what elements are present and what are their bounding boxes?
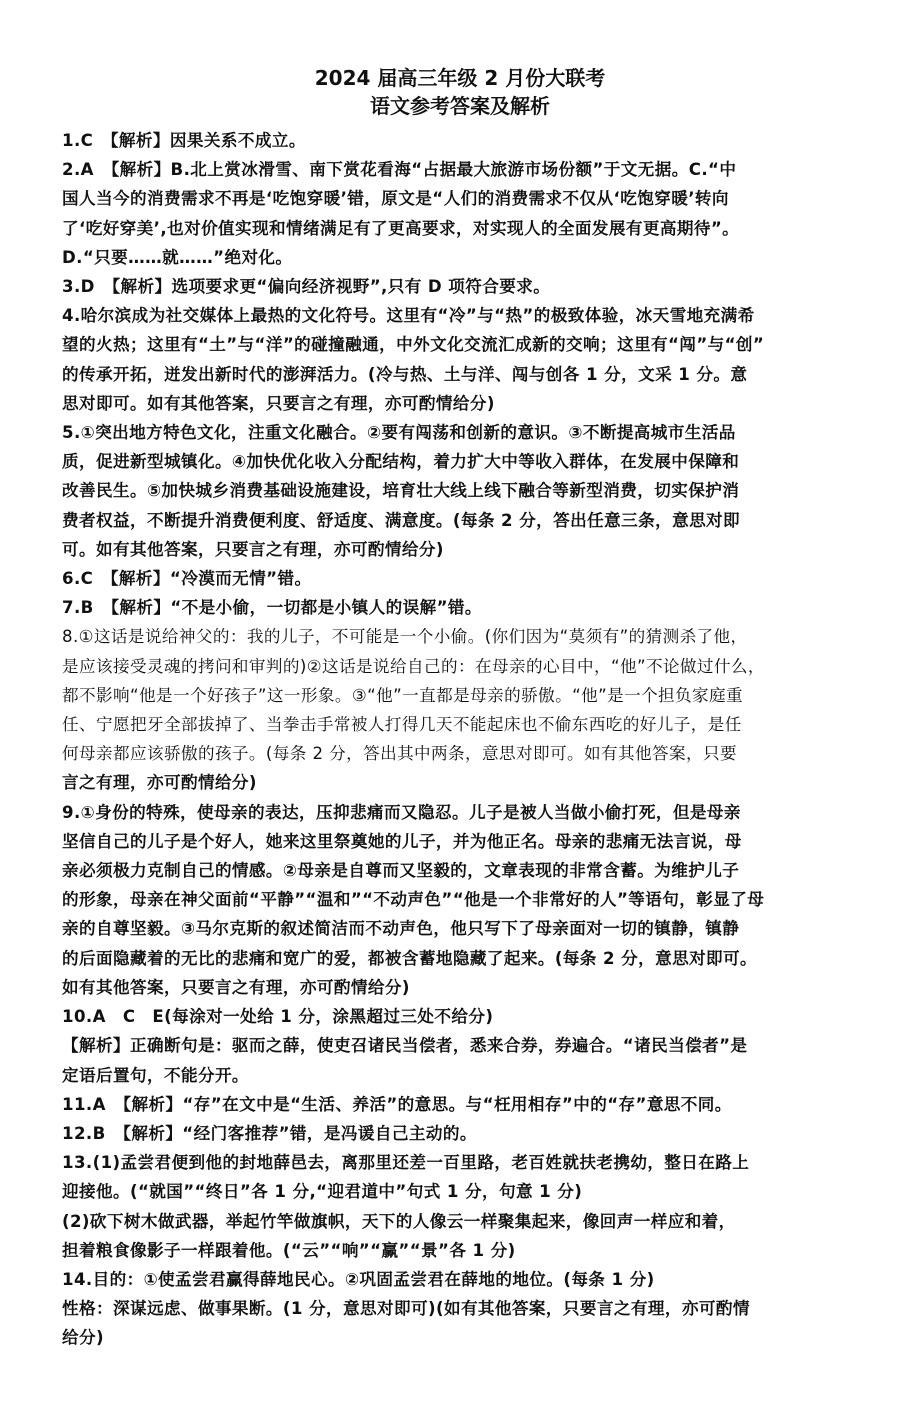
answer-line: (2)砍下树木做武器，举起竹竿做旗帜，天下的人像云一样聚集起来，像回声一样应和着， — [62, 1211, 736, 1231]
answer-line: 5.①突出地方特色文化，注重文化融合。②要有闯荡和创新的意识。③不断提高城市生活品 — [62, 423, 736, 443]
answer-line: 1.C 【解析】因果关系不成立。 — [62, 131, 306, 150]
answer-line: 定语后置句，不能分开。 — [62, 1065, 249, 1085]
answer-line: 费者权益，不断提升消费便利度、舒适度、满意度。(每条 2 分，答出任意三条，意思对即 — [62, 510, 741, 530]
answer-line: 的传承开拓，迸发出新时代的澎湃活力。(冷与热、土与洋、闯与创各 1 分，文采 1 分。意 — [62, 364, 748, 384]
answer-line: 望的火热；这里有“土”与“洋”的碰撞融通，中外文化交流汇成新的交响；这里有“闯”与“创” — [62, 335, 765, 355]
answer-line: 9.①身份的特殊，使母亲的表达，压抑悲痛而又隐忍。儿子是被人当做小偷打死，但是母亲 — [62, 802, 741, 822]
answer-line: 7.B 【解析】“不是小偷，一切都是小镇人的误解”错。 — [62, 598, 482, 618]
answer-line: 13.(1)孟尝君便到他的封地薛邑去，离那里还差一百里路，老百姓就扶老携幼，整日在路上 — [62, 1153, 750, 1173]
answer-line: 如有其他答案，只要言之有理，亦可酌情给分) — [62, 977, 410, 997]
answer-body — [62, 126, 858, 1353]
answer-line: 思对即可。如有其他答案，只要言之有理，亦可酌情给分) — [62, 393, 495, 413]
answer-line: 12.B 【解析】“经门客推荐”错，是冯谖自己主动的。 — [62, 1123, 477, 1143]
answer-line: 6.C 【解析】“冷漠而无情”错。 — [62, 569, 312, 589]
answer-line: 言之有理，亦可酌情给分) — [62, 773, 257, 793]
answer-line: 担着粮食像影子一样跟着他。(“云”“响”“赢”“景”各 1 分) — [62, 1240, 516, 1260]
answer-line: 都不影响“他是一个好孩子”这一形象。③“他”一直都是母亲的骄傲。“他”是一个担负家庭重 — [62, 685, 744, 705]
answer-line: 的后面隐藏着的无比的悲痛和宽广的爱，都被含蓄地隐藏了起来。(每条 2 分，意思对即可。 — [62, 948, 758, 968]
answer-line: 质，促进新型城镇化。④加快优化收入分配结构，着力扩大中等收入群体，在发展中保障和 — [62, 452, 740, 472]
answer-line: 14.目的：①使孟尝君赢得薛地民心。②巩固孟尝君在薛地的地位。(每条 1 分) — [62, 1269, 655, 1289]
answer-line: 8.①这话是说给神父的：我的儿子，不可能是一个小偷。(你们因为“莫须有”的猜测杀了他， — [62, 627, 748, 647]
answer-line: 2.A 【解析】B.北上赏冰滑雪、南下赏花看海“占据最大旅游市场份额”于文无据。C.“中 — [62, 160, 737, 180]
answer-line: 坚信自己的儿子是个好人，她来这里祭奠她的儿子，并为他正名。母亲的悲痛无法言说，母 — [62, 831, 742, 851]
answer-line: 了‘吃好穿美’,也对价值实现和情绪满足有了更高要求，对实现人的全面发展有更高期待”。 — [62, 218, 740, 238]
answer-line: 任、宁愿把牙全部拔掉了、当拳击手常被人打得几天不能起床也不偷东西吃的好儿子，是任 — [62, 715, 742, 735]
answer-line: 可。如有其他答案，只要言之有理，亦可酌情给分) — [62, 539, 444, 559]
answer-line: 何母亲都应该骄傲的孩子。(每条 2 分，答出其中两条，意思对即可。如有其他答案，只要 — [62, 744, 737, 764]
page-title: 2024 届高三年级 2 月份大联考 — [314, 66, 606, 90]
answer-line: 【解析】正确断句是：驱而之薛，使吏召诸民当偿者，悉来合券，券遍合。“诸民当偿者”是 — [62, 1036, 748, 1056]
answer-line: 是应该接受灵魂的拷问和审判的)②这话是说给自己的：在母亲的心目中，“他”不论做过什么， — [62, 656, 765, 676]
answer-line: 亲必须极力克制自己的情感。②母亲是自尊而又坚毅的，文章表现的非常含蓄。为维护儿子 — [62, 861, 740, 881]
answer-line: 迎接他。(“就国”“终日”各 1 分,“迎君道中”句式 1 分，句意 1 分) — [62, 1182, 583, 1202]
answer-line: 国人当今的消费需求不再是‘吃饱穿暖’错，原文是“人们的消费需求不仅从‘吃饱穿暖’转向 — [62, 189, 729, 209]
answer-line: 性格：深谋远虑、做事果断。(1 分，意思对即可)(如有其他答案，只要言之有理，亦可酌情 — [62, 1299, 750, 1319]
answer-line: 3.D 【解析】选项要求更“偏向经济视野”,只有 D 项符合要求。 — [62, 277, 551, 297]
answer-line: 的形象，母亲在神父面前“平静”“温和”“不动声色”“他是一个非常好的人”等语句，彰显了母 — [62, 890, 765, 910]
answer-line: D.“只要……就……”绝对化。 — [62, 247, 293, 267]
answer-line: 10.A C E(每涂对一处给 1 分，涂黑超过三处不给分) — [62, 1007, 494, 1027]
answer-line: 4.哈尔滨成为社交媒体上最热的文化符号。这里有“冷”与“热”的极致体验，冰天雪地充满希 — [62, 306, 755, 326]
answer-line: 改善民生。⑤加快城乡消费基础设施建设，培育壮大线上线下融合等新型消费，切实保护消 — [62, 481, 740, 501]
answer-line: 给分) — [62, 1328, 104, 1348]
answer-line: 亲的自尊坚毅。③马尔克斯的叙述简洁而不动声色，他只写下了母亲面对一切的镇静，镇静 — [62, 919, 740, 939]
page-subtitle: 语文参考答案及解析 — [370, 94, 550, 118]
answer-line: 11.A 【解析】“存”在文中是“生活、养活”的意思。与“枉用相存”中的“存”意思不同。 — [62, 1094, 732, 1114]
